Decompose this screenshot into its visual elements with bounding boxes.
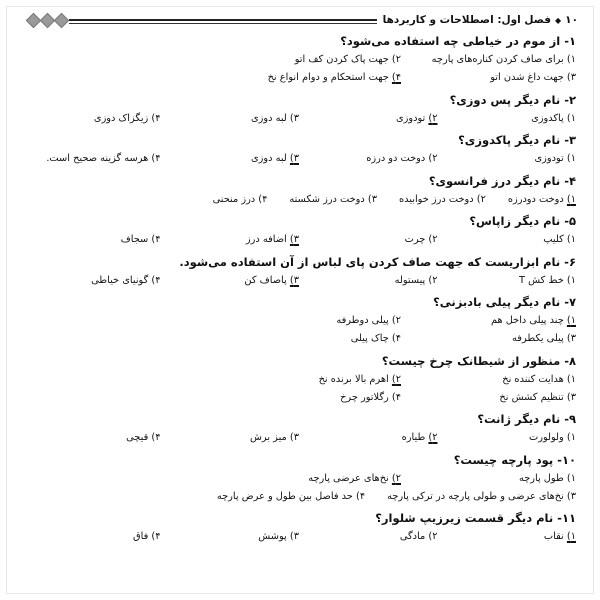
option-text: دوخت دو درزه <box>366 153 426 164</box>
option-4 <box>213 191 268 209</box>
option-4 <box>22 272 161 290</box>
question-1 <box>22 32 576 87</box>
answer-mark: ۱) <box>566 193 576 205</box>
option-number: ۲) <box>476 193 486 205</box>
diamond-ornament-icon <box>28 15 67 26</box>
option-text: تنظیم کشش نخ <box>499 391 564 403</box>
option-row <box>22 272 576 290</box>
question-title: ۴- نام دیگر درز فرانسوی؟ <box>428 173 576 188</box>
question-title: ۱۰- پود پارچه چیست؟ <box>453 452 576 467</box>
option-number: ۴) <box>391 333 401 344</box>
answer-mark: ۱) <box>566 315 576 326</box>
option-3 <box>401 69 576 87</box>
option-text: حد فاصل بین طول و عرض پارچه <box>216 490 353 502</box>
option-4 <box>351 330 401 348</box>
option-2 <box>295 51 401 69</box>
option-text: نخ‌های عرضی و طولی پارچه در ترکی پارچه <box>387 490 564 502</box>
option-text: میز برش <box>249 432 287 443</box>
option-number: ۴) <box>355 490 366 502</box>
option-text: هدایت کننده نخ <box>502 373 564 385</box>
option-3 <box>401 389 576 407</box>
option-text: نقاب <box>543 531 564 542</box>
answer-mark: ۲) <box>428 432 438 443</box>
question-9 <box>22 410 576 447</box>
question-title: ۸- منظور از شیطانک چرخ چیست؟ <box>381 353 576 368</box>
option-text: ولولورت <box>529 432 564 443</box>
option-row <box>22 231 576 249</box>
header-rule <box>69 19 377 21</box>
option-2 <box>399 191 486 209</box>
option-text: خط کش T <box>519 274 564 286</box>
bullet-icon: ◆ <box>555 15 562 25</box>
question-title: ۲- نام دیگر پس دوزی؟ <box>449 92 576 107</box>
option-row <box>22 330 576 348</box>
option-number: ۳) <box>289 531 299 542</box>
option-4 <box>22 231 161 249</box>
option-text: تودوزی <box>534 153 564 164</box>
option-row <box>22 470 576 488</box>
option-text: دوخت دودرزه <box>507 193 564 205</box>
option-1 <box>401 470 576 488</box>
option-text: اضافه درز <box>245 234 287 245</box>
option-text: نخ‌های عرضی پارچه <box>308 472 389 484</box>
option-4 <box>217 488 365 506</box>
option-text: پاکدوزی <box>531 112 564 124</box>
option-text: مادگی <box>399 531 426 542</box>
option-text: سجاف <box>120 234 149 245</box>
page-number: ۱۰ <box>565 14 578 26</box>
answer-mark: ۲) <box>428 112 438 124</box>
option-text: قیچی <box>126 432 149 443</box>
option-text: چرت <box>404 234 426 245</box>
option-3 <box>161 110 300 128</box>
option-1 <box>401 371 576 389</box>
option-number: ۲) <box>428 274 438 286</box>
option-3 <box>161 272 300 290</box>
question-3 <box>22 131 576 168</box>
option-number: ۲) <box>428 531 438 542</box>
answer-mark: ۱) <box>566 531 576 542</box>
option-2 <box>299 110 438 128</box>
answer-mark: ۳) <box>289 153 299 164</box>
option-text: زیگزاک دوزی <box>93 112 149 124</box>
question-10 <box>22 451 576 506</box>
option-4 <box>22 110 161 128</box>
option-3 <box>387 488 576 506</box>
option-text: چند پیلی داخل هم <box>490 315 564 326</box>
question-11 <box>22 509 576 546</box>
option-text: طیاره <box>401 432 426 443</box>
option-2 <box>299 528 438 546</box>
option-1 <box>508 191 576 209</box>
option-number: ۱) <box>566 54 576 65</box>
option-number: ۴) <box>258 193 268 205</box>
option-row <box>22 150 576 168</box>
question-2 <box>22 91 576 128</box>
option-text: تودوزی <box>396 112 426 124</box>
option-text: کلیپ <box>543 234 564 245</box>
answer-mark: ۳) <box>289 234 299 245</box>
option-text: لبه دوزی <box>250 112 287 124</box>
option-3 <box>401 330 576 348</box>
answer-mark: ۴) <box>391 72 401 83</box>
option-row <box>22 69 576 87</box>
option-text: پوشش <box>258 531 287 542</box>
option-3 <box>161 150 300 168</box>
option-number: ۱) <box>566 112 576 124</box>
option-2 <box>299 429 438 447</box>
option-text: برای صاف کردن کناره‌های پارچه <box>431 54 564 65</box>
question-title: ۳- نام دیگر پاکدوزی؟ <box>458 133 576 147</box>
option-text: جهت استحکام و دوام انواع نخ <box>267 72 389 83</box>
option-text: درز منحنی <box>212 193 256 205</box>
answer-mark: ۳) <box>289 274 299 286</box>
option-1 <box>438 429 577 447</box>
option-4 <box>22 150 161 168</box>
option-row <box>22 371 576 389</box>
option-text: دوخت درز خوابیده <box>399 193 474 205</box>
option-row <box>22 389 576 407</box>
option-number: ۲) <box>428 153 438 164</box>
question-title: ۶- نام ابزاریست که جهت صاف کردن پای لباس از آن استفاده می‌شود. <box>179 254 576 269</box>
option-text: پاصاف کن <box>244 274 287 286</box>
option-row <box>22 191 576 209</box>
option-number: ۱) <box>566 153 576 164</box>
option-text: پیلی دوطرفه <box>336 315 389 326</box>
option-number: ۱) <box>566 234 576 245</box>
question-4 <box>22 172 576 209</box>
option-text: جهت پاک کردن کف اتو <box>294 54 389 65</box>
option-text: هرسه گزینه صحیح است. <box>46 153 149 164</box>
option-number: ۱) <box>566 472 576 484</box>
option-1 <box>438 528 577 546</box>
option-3 <box>289 191 377 209</box>
option-text: جهت داغ شدن اتو <box>490 72 564 83</box>
option-text: چاک پیلی <box>350 333 389 344</box>
option-number: ۲) <box>428 234 438 245</box>
option-text: پیستوله <box>394 274 426 286</box>
option-number: ۳) <box>566 333 576 344</box>
option-2 <box>299 272 438 290</box>
question-title: ۷- نام دیگر پیلی بادبزنی؟ <box>433 295 576 309</box>
option-text: طول پارچه <box>518 472 564 484</box>
option-number: ۳) <box>566 72 576 83</box>
option-2 <box>308 470 401 488</box>
option-number: ۳) <box>289 112 299 124</box>
question-title: ۵- نام دیگر زاپاس؟ <box>469 214 576 228</box>
option-text: لبه دوزی <box>250 153 287 164</box>
option-4 <box>268 69 401 87</box>
question-title: ۱- از موم در خیاطی چه استفاده می‌شود؟ <box>340 34 576 48</box>
option-number: ۳) <box>566 490 576 502</box>
option-text: اهرم بالا برنده نخ <box>318 373 389 385</box>
question-list <box>22 32 576 550</box>
option-4 <box>22 429 161 447</box>
option-number: ۴) <box>151 234 161 245</box>
option-row <box>22 429 576 447</box>
option-1 <box>401 312 576 330</box>
option-number: ۴) <box>151 153 161 164</box>
option-number: ۴) <box>151 274 161 286</box>
option-text: پیلی یکطرفه <box>512 333 564 344</box>
option-row <box>22 110 576 128</box>
page-header <box>28 12 578 28</box>
option-text: گونیای خیاطی <box>91 274 149 286</box>
option-3 <box>161 231 300 249</box>
option-number: ۴) <box>151 531 161 542</box>
option-2 <box>299 150 438 168</box>
option-text: رگلاتور چرخ <box>340 391 389 403</box>
question-title: ۱۱- نام دیگر قسمت زیرزیپ شلوار؟ <box>375 511 576 525</box>
option-row <box>22 51 576 69</box>
option-number: ۱) <box>566 274 576 286</box>
option-1 <box>438 231 577 249</box>
option-number: ۱) <box>566 432 576 443</box>
option-text: فاق <box>133 531 149 542</box>
option-4 <box>340 389 401 407</box>
option-number: ۳) <box>566 391 576 403</box>
option-number: ۳) <box>367 193 377 205</box>
chapter-title: فصل اول: اصطلاحات و کاربردها <box>382 14 552 26</box>
option-3 <box>161 429 300 447</box>
answer-mark: ۲) <box>391 472 401 484</box>
question-7 <box>22 293 576 348</box>
option-number: ۲) <box>391 315 401 326</box>
option-row <box>22 528 576 546</box>
option-row <box>22 488 576 506</box>
option-text: دوخت درز شکسته <box>289 193 365 205</box>
question-5 <box>22 212 576 249</box>
option-1 <box>438 272 577 290</box>
question-8 <box>22 352 576 407</box>
option-number: ۲) <box>391 54 401 65</box>
question-6 <box>22 253 576 290</box>
option-1 <box>401 51 576 69</box>
option-4 <box>22 528 161 546</box>
option-row <box>22 312 576 330</box>
option-number: ۱) <box>566 373 576 385</box>
option-number: ۴) <box>151 112 161 124</box>
answer-mark: ۲) <box>391 373 401 385</box>
option-2 <box>336 312 401 330</box>
option-2 <box>299 231 438 249</box>
option-3 <box>161 528 300 546</box>
question-title: ۹- نام دیگر ژانت؟ <box>477 412 576 426</box>
option-2 <box>319 371 401 389</box>
option-1 <box>438 150 577 168</box>
option-number: ۴) <box>151 432 161 443</box>
option-number: ۴) <box>391 391 401 403</box>
option-number: ۳) <box>289 432 299 443</box>
option-1 <box>438 110 577 128</box>
